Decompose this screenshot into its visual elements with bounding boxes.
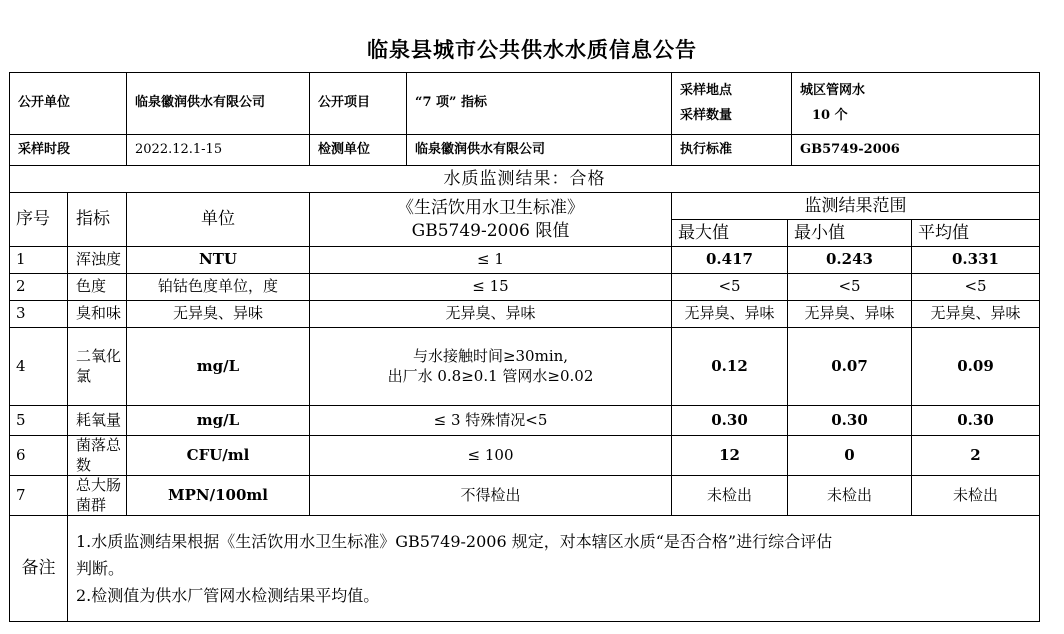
remarks-line3: 2.检测值为供水厂管网水检测结果平均值。	[76, 586, 380, 605]
row-min: 未检出	[788, 476, 912, 516]
publisher-label: 公开单位	[10, 73, 127, 135]
count-label: 采样数量	[680, 107, 733, 123]
row-limit-line1: 与水接触时间≥30min,	[412, 347, 569, 365]
row-max: 0.417	[672, 247, 788, 274]
row-no: 7	[10, 476, 68, 516]
row-max: 0.12	[672, 328, 788, 406]
row-limit	[310, 328, 672, 406]
site-count-labels	[672, 73, 792, 135]
header-indicator: 指标	[68, 193, 127, 247]
row-limit: ≤ 3 特殊情况<5	[310, 406, 672, 436]
row-unit: mg/L	[127, 406, 310, 436]
row-limit: ≤ 100	[310, 436, 672, 476]
remarks-label: 备注	[10, 516, 68, 622]
row-indicator: 耗氧量	[68, 406, 127, 436]
row-unit: MPN/100ml	[127, 476, 310, 516]
header-range: 监测结果范围	[672, 193, 1040, 220]
header-max: 最大值	[672, 220, 788, 247]
table-row	[10, 436, 1040, 476]
row-max: 12	[672, 436, 788, 476]
row-max: 未检出	[672, 476, 788, 516]
row-no: 1	[10, 247, 68, 274]
result-banner: 水质监测结果：合格	[10, 166, 1040, 193]
table-row	[10, 328, 1040, 406]
standard-label: 执行标准	[672, 135, 792, 166]
site-count-values	[792, 73, 1040, 135]
remarks-text	[68, 516, 1040, 622]
remarks-line1: 1.水质监测结果根据《生活饮用水卫生标准》GB5749-2006 规定，对本辖区水质“是否合格”进行综合评估	[76, 532, 833, 551]
header-limit	[310, 193, 672, 247]
item-label: 公开项目	[310, 73, 407, 135]
period-label: 采样时段	[10, 135, 127, 166]
count-value: 10 个	[812, 107, 848, 123]
row-avg: 0.30	[912, 406, 1040, 436]
row-no: 2	[10, 274, 68, 301]
row-avg: <5	[912, 274, 1040, 301]
lab-value: 临泉徽润供水有限公司	[407, 135, 672, 166]
lab-label: 检测单位	[310, 135, 407, 166]
header-no: 序号	[10, 193, 68, 247]
row-unit: 无异臭、异味	[127, 301, 310, 328]
remarks-line2: 判断。	[76, 559, 125, 578]
row-min: 无异臭、异味	[788, 301, 912, 328]
publisher-value: 临泉徽润供水有限公司	[127, 73, 310, 135]
row-max: 0.30	[672, 406, 788, 436]
row-indicator: 菌落总数	[68, 436, 127, 476]
table-row	[10, 274, 1040, 301]
remarks-row	[10, 516, 1040, 622]
row-limit-line2: 出厂水 0.8≥0.1 管网水≥0.02	[387, 366, 594, 385]
row-limit: ≤ 15	[310, 274, 672, 301]
row-unit: NTU	[127, 247, 310, 274]
table-row	[10, 301, 1040, 328]
row-unit: CFU/ml	[127, 436, 310, 476]
row-indicator: 浑浊度	[68, 247, 127, 274]
row-unit: mg/L	[127, 328, 310, 406]
row-avg: 无异臭、异味	[912, 301, 1040, 328]
row-indicator: 色度	[68, 274, 127, 301]
header-avg: 平均值	[912, 220, 1040, 247]
row-no: 4	[10, 328, 68, 406]
standard-value: GB5749-2006	[792, 135, 1040, 166]
header-limit-line2: GB5749-2006 限值	[411, 220, 570, 241]
row-max: <5	[672, 274, 788, 301]
header-limit-line1: 《生活饮用水卫生标准》	[397, 198, 584, 219]
row-indicator: 二氧化氯	[68, 328, 127, 406]
row-indicator: 臭和味	[68, 301, 127, 328]
header-unit: 单位	[127, 193, 310, 247]
row-limit: 不得检出	[310, 476, 672, 516]
row-min: 0.243	[788, 247, 912, 274]
header-min: 最小值	[788, 220, 912, 247]
water-quality-table	[9, 72, 1040, 622]
site-value: 城区管网水	[800, 82, 866, 98]
row-avg: 未检出	[912, 476, 1040, 516]
row-limit: ≤ 1	[310, 247, 672, 274]
page-title: 临泉县城市公共供水水质信息公告	[367, 38, 697, 62]
row-avg: 0.331	[912, 247, 1040, 274]
row-min: 0.30	[788, 406, 912, 436]
site-label: 采样地点	[680, 82, 733, 98]
table-row	[10, 247, 1040, 274]
item-value: “7 项” 指标	[407, 73, 672, 135]
row-min: 0	[788, 436, 912, 476]
row-no: 3	[10, 301, 68, 328]
row-min: <5	[788, 274, 912, 301]
row-max: 无异臭、异味	[672, 301, 788, 328]
row-limit: 无异臭、异味	[310, 301, 672, 328]
row-min: 0.07	[788, 328, 912, 406]
row-indicator: 总大肠菌群	[68, 476, 127, 516]
row-unit: 铂钴色度单位，度	[127, 274, 310, 301]
row-no: 6	[10, 436, 68, 476]
table-row	[10, 406, 1040, 436]
row-no: 5	[10, 406, 68, 436]
period-value: 2022.12.1-15	[127, 135, 310, 166]
row-avg: 0.09	[912, 328, 1040, 406]
row-avg: 2	[912, 436, 1040, 476]
table-row	[10, 476, 1040, 516]
